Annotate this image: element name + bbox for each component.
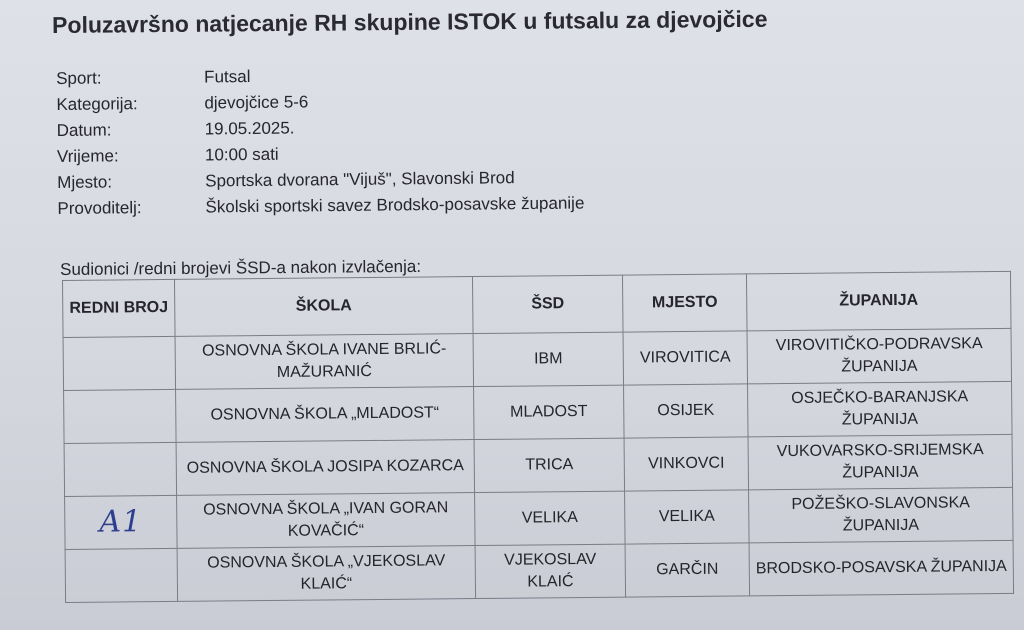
cell-zupanija: VUKOVARSKO-SRIJEMSKA ŽUPANIJA bbox=[748, 434, 1012, 490]
cell-ssd: VELIKA bbox=[475, 491, 626, 545]
cell-mjesto: GARČIN bbox=[625, 543, 750, 597]
cell-redni-broj bbox=[65, 548, 178, 602]
header-ssd: ŠSD bbox=[472, 275, 623, 333]
detail-value: Sportska dvorana "Vijuš", Slavonski Brod bbox=[205, 168, 515, 191]
table-row bbox=[65, 487, 1013, 549]
detail-label: Datum: bbox=[56, 120, 112, 140]
cell-zupanija: BRODSKO-POSAVSKA ŽUPANIJA bbox=[749, 540, 1013, 596]
cell-skola: OSNOVNA ŠKOLA „VJEKOSLAV KLAIĆ“ bbox=[177, 546, 475, 602]
participants-table-wrapper bbox=[62, 271, 1014, 603]
page-title: Poluzavršno natjecanje RH skupine ISTOK u futsalu za djevojčice bbox=[52, 5, 768, 38]
cell-ssd: VJEKOSLAV KLAIĆ bbox=[475, 544, 626, 598]
cell-mjesto: VELIKA bbox=[625, 490, 750, 544]
detail-label: Sport: bbox=[56, 68, 102, 88]
cell-redni-broj bbox=[63, 336, 176, 390]
cell-ssd: MLADOST bbox=[474, 385, 625, 439]
detail-value: Futsal bbox=[204, 66, 251, 87]
detail-value: 19.05.2025. bbox=[204, 118, 295, 139]
cell-mjesto: VINKOVCI bbox=[624, 437, 749, 491]
cell-redni-broj bbox=[64, 442, 177, 496]
event-details bbox=[56, 60, 584, 222]
detail-value: djevojčice 5-6 bbox=[204, 92, 309, 113]
cell-ssd: TRICA bbox=[474, 438, 625, 492]
cell-skola: OSNOVNA ŠKOLA „IVAN GORAN KOVAČIĆ“ bbox=[177, 493, 475, 549]
table-header-row bbox=[63, 271, 1012, 337]
cell-zupanija: OSJEČKO-BARANJSKA ŽUPANIJA bbox=[748, 381, 1012, 437]
cell-skola: OSNOVNA ŠKOLA IVANE BRLIĆ-MAŽURANIĆ bbox=[175, 334, 473, 390]
participants-table bbox=[62, 271, 1014, 603]
detail-label: Kategorija: bbox=[56, 94, 138, 114]
header-redni-broj: REDNI BROJ bbox=[63, 279, 176, 337]
cell-ssd: IBM bbox=[473, 332, 624, 386]
detail-label: Vrijeme: bbox=[56, 146, 119, 166]
table-row bbox=[65, 540, 1013, 602]
cell-zupanija: POŽEŠKO-SLAVONSKA ŽUPANIJA bbox=[749, 487, 1013, 543]
table-row bbox=[64, 434, 1012, 496]
header-mjesto: MJESTO bbox=[622, 274, 747, 332]
detail-label: Provoditelj: bbox=[57, 198, 142, 218]
cell-zupanija: VIROVITIČKO-PODRAVSKA ŽUPANIJA bbox=[747, 328, 1011, 384]
cell-redni-broj-handwritten: A1 bbox=[65, 495, 178, 549]
detail-value: Školski sportski savez Brodsko-posavske županije bbox=[205, 193, 585, 217]
cell-skola: OSNOVNA ŠKOLA „MLADOST“ bbox=[176, 387, 474, 443]
cell-redni-broj bbox=[64, 389, 177, 443]
table-row bbox=[63, 328, 1011, 390]
detail-value: 10:00 sati bbox=[204, 144, 279, 165]
header-skola: ŠKOLA bbox=[174, 277, 473, 337]
participants-intro: Sudionici /redni brojevi ŠSD-a nakon izvlačenja: bbox=[60, 256, 422, 279]
header-zupanija: ŽUPANIJA bbox=[746, 271, 1011, 331]
cell-mjesto: OSIJEK bbox=[624, 384, 749, 438]
detail-row-provoditelj bbox=[57, 190, 584, 222]
cell-mjesto: VIROVITICA bbox=[623, 331, 748, 385]
table-row bbox=[64, 381, 1012, 443]
cell-skola: OSNOVNA ŠKOLA JOSIPA KOZARCA bbox=[176, 440, 474, 496]
detail-label: Mjesto: bbox=[57, 172, 113, 192]
